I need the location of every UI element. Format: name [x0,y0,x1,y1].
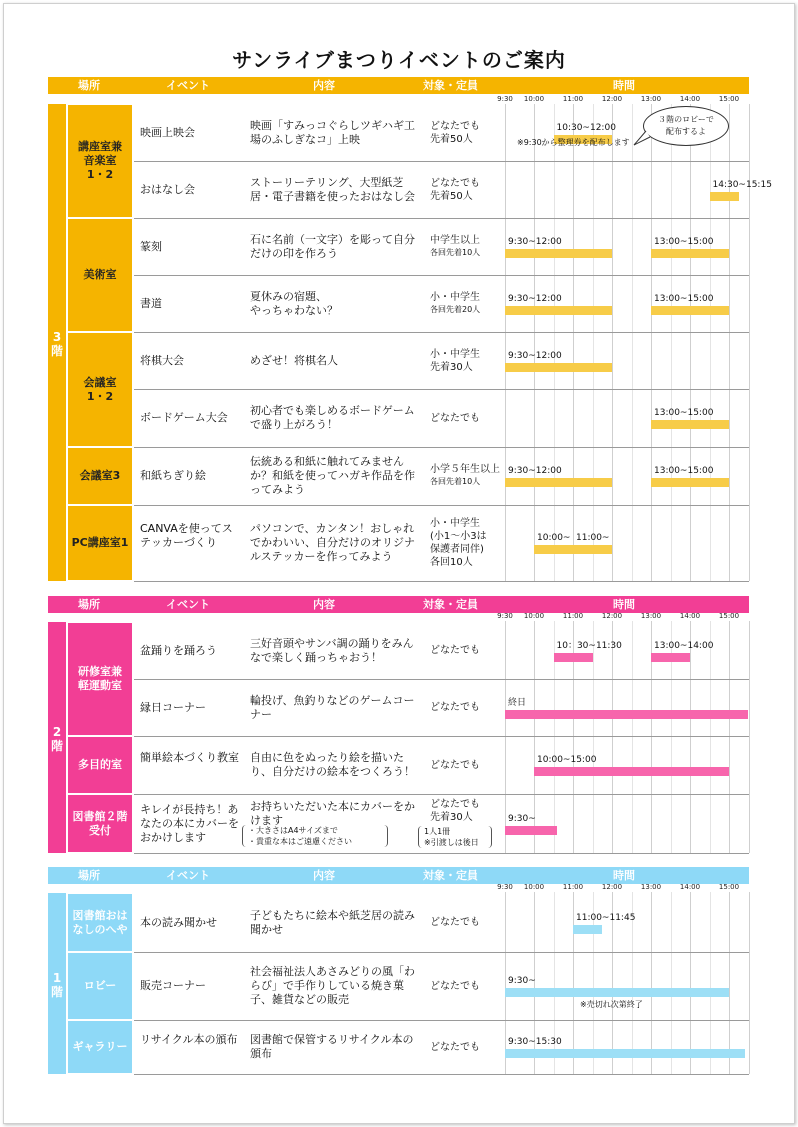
time-grid-line [749,104,750,581]
row-divider [134,581,749,582]
time-grid-line [749,621,750,853]
time-tick: 10:00 [523,612,545,620]
event-name: 篆刻 [140,239,162,253]
time-grid-line [651,892,652,1074]
header-time: 時間 [613,869,635,882]
schedule-time-label: 終日 [508,697,527,708]
room-label: 講座室兼 音楽室 1・2 [68,105,132,217]
event-target: 小・中学生 (小1～小3は 保護者同伴) 各回10人 [430,518,487,568]
schedule-bar [710,192,739,201]
f2-floor-label: 2 階 [48,622,66,853]
row-divider [134,332,749,333]
schedule-bar [534,545,573,554]
time-tick: 10:00 [523,883,545,891]
row-divider [134,853,749,854]
time-grid-line [690,892,691,1074]
schedule-bar [534,767,729,776]
event-name: リサイクル本の頒布 [140,1033,238,1046]
schedule-time-label: 11:00~ [576,533,610,543]
header-content: 内容 [313,598,335,611]
event-name: 簡単絵本づくり教室 [140,751,239,764]
header-place: 場所 [78,79,100,92]
schedule-bar [651,306,729,315]
time-tick: 15:00 [718,612,740,620]
event-name: 盆踊りを踊ろう [140,643,217,657]
time-grid-line [632,104,633,581]
time-tick: 13:00 [640,883,662,891]
time-grid-line [729,892,730,1074]
header-event: イベント [166,869,210,882]
event-target: 小・中学生 先着30人 [430,348,480,373]
schedule-bar [651,420,729,429]
event-target: どなたでも 先着30人 [430,799,480,823]
target-note-box: 1人1冊 ※引渡しは後日 [418,826,492,848]
event-description: ストーリーテリング、大型紙芝居・電子書籍を使ったおはなし会 [250,175,415,203]
time-grid-line [651,104,652,581]
schedule-bar [573,925,602,934]
bubble-tail [632,129,652,149]
time-grid-line [729,621,730,853]
header-content: 内容 [313,79,335,92]
schedule-time-label: 9:30~12:00 [508,236,562,247]
schedule-bar [505,478,612,487]
schedule-bar [505,826,557,835]
schedule-time-label: 9:30~ [508,813,536,824]
schedule-note: ※売切れ次第終了 [580,1000,643,1009]
event-name: おはなし会 [140,182,195,196]
event-target: どなたでも [430,980,480,992]
time-tick: 15:00 [718,95,740,103]
time-grid-line [612,104,613,581]
time-tick: 12:00 [601,95,623,103]
event-description: 社会福祉法人あさみどりの風「わらび」で手作りしている焼き菓子、雑貨などの販売 [250,965,415,1006]
time-grid-line [710,892,711,1074]
time-grid-line [632,621,633,853]
row-divider [134,794,749,795]
header-time: 時間 [613,598,635,611]
event-description: 子どもたちに絵本や紙芝居の読み聞かせ [250,908,415,936]
time-tick: 9:30 [497,612,513,620]
event-description: パソコンで、カンタン！おしゃれでかわいい、自分だけのオリジナルステッカーを作ってみよう [250,522,415,563]
page-title: サンライブまつりイベントのご案内 [232,48,566,72]
schedule-bar [505,363,612,372]
event-capacity: 各回先着20人 [430,304,481,314]
schedule-time-label: 10:00~15:00 [537,755,597,765]
schedule-bar [651,653,690,662]
time-grid-line [593,104,594,581]
event-target: 中学生以上 各回先着10人 [430,234,510,258]
header-target: 対象・定員 [423,869,478,882]
time-tick: 10:00 [523,95,545,103]
event-name: 本の読み聞かせ [140,915,217,929]
schedule-time-label: 13:00~15:00 [654,466,714,476]
time-tick: 9:30 [497,95,513,103]
schedule-time-label: 13:00~15:00 [654,236,714,247]
time-grid-line [573,892,574,1074]
time-grid-line [612,621,613,853]
description-note-box: ・大きさはA4サイズまで ・貴重な本はご遠慮ください [242,825,388,847]
row-divider [134,736,749,737]
event-description: 伝統ある和紙に触れてみませんか？和紙を使ってハガキ作品を作ってみよう [250,455,415,496]
time-tick: 14:00 [679,883,701,891]
row-divider [134,505,749,506]
room-label: 多目的室 [68,737,132,793]
row-divider [134,275,749,276]
schedule-time-label: 10：30~11:30 [556,640,622,651]
time-tick: 13:00 [640,612,662,620]
schedule-time-label: 9:30~15:30 [508,1037,562,1047]
schedule-time-label: 9:30~ [508,976,536,986]
time-tick: 11:00 [562,612,584,620]
event-name: CANVAを使ってステッカーづくり [140,522,233,549]
header-target: 対象・定員 [423,79,478,92]
schedule-bar [505,249,612,258]
event-description: めざせ！将棋名人 [250,353,338,367]
time-grid-line [710,621,711,853]
time-grid-line [729,104,730,581]
time-tick: 14:00 [679,612,701,620]
schedule-time-label: 9:30~12:00 [508,293,562,304]
room-label: ロビー [68,953,132,1019]
room-label: 研修室兼 軽運動室 [68,623,132,735]
header-place: 場所 [78,869,100,882]
event-target: どなたでも [430,759,480,771]
time-tick: 11:00 [562,95,584,103]
event-target: どなたでも [430,702,480,713]
room-label: 図書館おはなしのへや [68,894,132,951]
f1-header-bar [48,867,749,884]
time-grid-line [554,104,555,581]
time-tick: 13:00 [640,95,662,103]
event-capacity: 各回先着10人 [430,247,481,257]
header-content: 内容 [313,869,335,882]
room-label: PC講座室1 [68,506,132,580]
event-description: 夏休みの宿題、 やっちゃわない？ [250,289,338,317]
room-label: 図書館２階 受付 [68,795,132,852]
event-name: 書道 [140,296,162,310]
f1-floor-label: 1 階 [48,893,66,1074]
schedule-bar [505,988,729,997]
event-target: 小学５年生以上 各回先着10人 [430,463,510,487]
event-name: 映画上映会 [140,125,195,139]
room-label: 会議室 1・2 [68,333,132,446]
time-grid-line [573,104,574,581]
schedule-time-label: 11:00~11:45 [576,912,636,923]
schedule-bar [651,249,729,258]
row-divider [134,952,749,953]
time-grid-line [671,104,672,581]
event-target: どなたでも [430,1041,480,1053]
row-divider [134,389,749,390]
time-grid-line [690,621,691,853]
event-name: 将棋大会 [140,353,184,367]
event-description: 初心者でも楽しめるボードゲームで盛り上がろう！ [250,404,415,431]
schedule-bar [505,1049,745,1058]
event-description: 自由に色をぬったり絵を描いたり、自分だけの絵本をつくろう！ [250,751,415,778]
row-divider [134,161,749,162]
schedule-time-label: 10:00~ [537,533,571,543]
header-place: 場所 [78,598,100,611]
event-target: どなたでも [430,412,480,424]
time-tick: 15:00 [718,883,740,891]
event-name: ボードゲーム大会 [140,411,228,424]
room-label: 会議室3 [68,448,132,504]
event-description: 図書館で保管するリサイクル本の頒布 [250,1033,414,1060]
schedule-bar [505,710,748,719]
schedule-note: ※9:30から整理券を配布します [517,137,630,147]
schedule-time-label: 9:30~12:00 [508,466,562,476]
header-event: イベント [166,598,210,611]
event-target: どなたでも 先着50人 [430,120,480,145]
row-divider [134,1074,749,1075]
bubble-text: ３階のロビーで [658,115,714,124]
time-grid-line [593,621,594,853]
time-tick: 12:00 [601,883,623,891]
event-name: キレイが長持ち！あなたの本にカバーをおかけします [140,802,239,844]
event-target: どなたでも [430,917,480,928]
schedule-time-label: 14:30~15:15 [712,179,772,190]
schedule-bar [554,653,593,662]
time-grid-line [749,892,750,1074]
speech-bubble [643,106,729,146]
header-event: イベント [166,79,210,92]
time-grid-line [690,104,691,581]
row-divider [134,1020,749,1021]
event-description: 三好音頭やサンバ調の踊りをみんなで楽しく踊っちゃおう！ [250,636,414,664]
f3-header-bar [48,77,749,94]
schedule-bar [573,545,612,554]
event-description: お持ちいただいた本にカバーをかけます [250,800,415,827]
room-label: 美術室 [68,219,132,331]
time-grid-line [710,104,711,581]
event-description: 石に名前（一文字）を彫って自分だけの印を作ろう [250,232,415,260]
header-target: 対象・定員 [423,598,478,611]
time-tick: 11:00 [562,883,584,891]
time-tick: 14:00 [679,95,701,103]
time-grid-line [671,892,672,1074]
event-name: 販売コーナー [140,979,206,992]
event-description: 映画「すみっコぐらしツギハギ工場のふしぎなコ」上映 [250,118,415,146]
bubble-text: 配布するよ [666,127,706,136]
row-divider [134,218,749,219]
event-capacity: 各回先着10人 [430,477,481,486]
time-tick: 9:30 [497,883,513,891]
row-divider [134,447,749,448]
event-description: 輪投げ、魚釣りなどのゲームコーナー [250,693,415,721]
row-divider [134,679,749,680]
event-target: どなたでも [430,645,480,656]
schedule-bar [651,478,729,487]
header-time: 時間 [613,79,635,92]
schedule-bar [505,306,612,315]
event-name: 和紙ちぎり絵 [140,469,206,482]
schedule-time-label: 13:00~14:00 [654,640,714,651]
room-label: ギャラリー [68,1021,132,1073]
f3-floor-label: 3 階 [48,104,66,581]
schedule-time-label: 13:00~15:00 [654,293,714,304]
time-tick: 12:00 [601,612,623,620]
event-name: 縁日コーナー [140,700,206,714]
schedule-time-label: 13:00~15:00 [654,408,714,418]
event-target: どなたでも 先着50人 [430,177,480,202]
time-grid-line [534,104,535,581]
f2-header-bar [48,596,749,613]
event-target: 小・中学生 各回先着20人 [430,291,510,315]
schedule-time-label: 9:30~12:00 [508,350,562,361]
schedule-time-label: 10:30~12:00 [556,122,616,133]
